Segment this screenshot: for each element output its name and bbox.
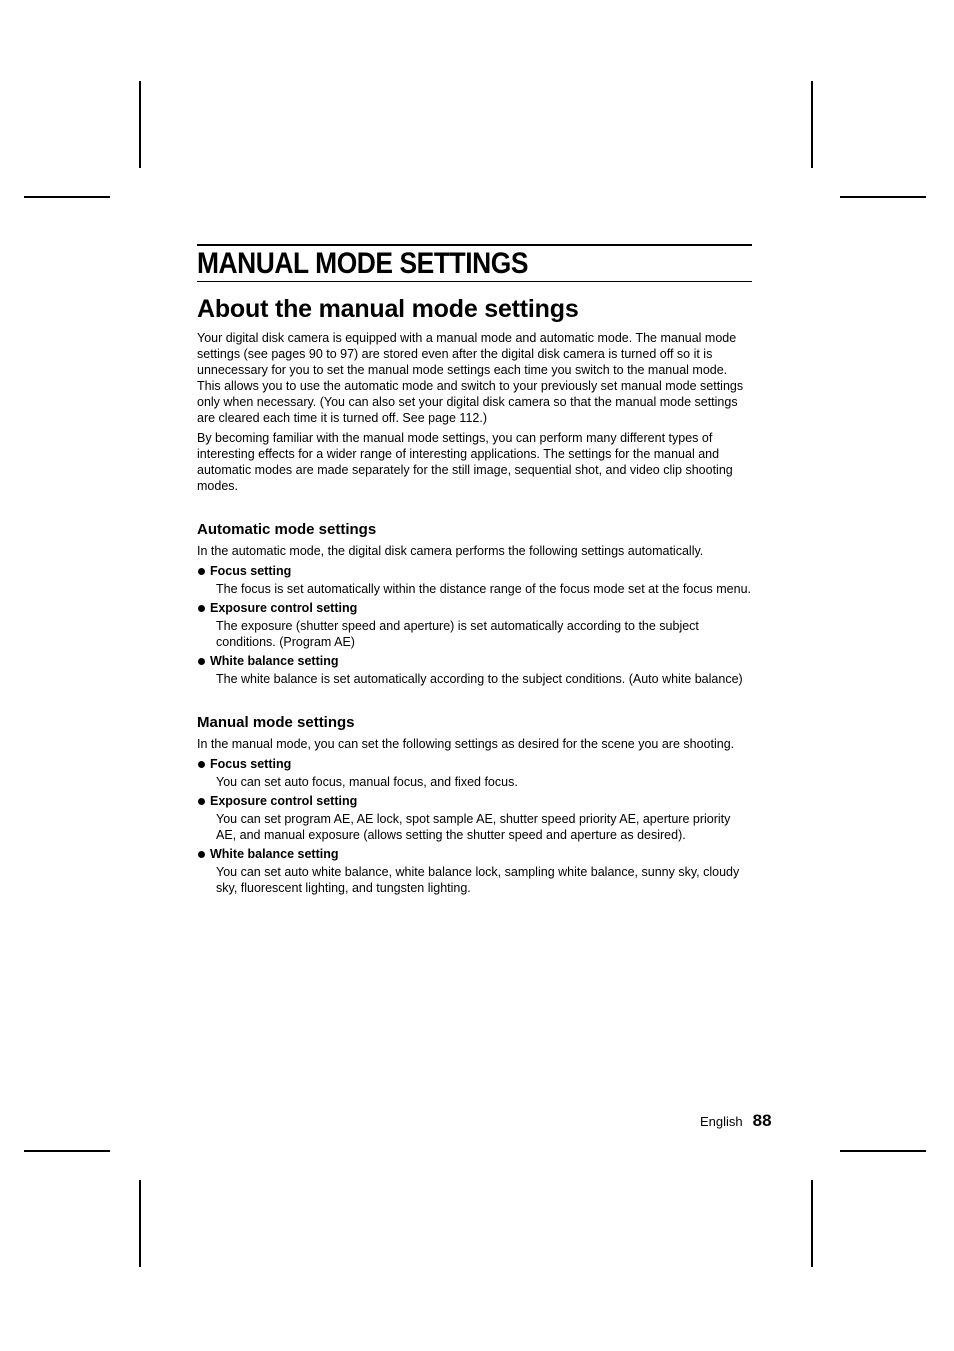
- list-item-body: The white balance is set automatically according to the subject conditions. (Auto white balance): [216, 672, 743, 686]
- crop-mark-bottom-right-vertical: [811, 1180, 813, 1267]
- bullet-icon: [198, 605, 205, 612]
- intro-paragraph-1: Your digital disk camera is equipped with a manual mode and automatic mode. The manual mode settings (see pages 90 to 97) are stored even after the digital disk camera is turned off so it is unnecessary for you to set the manual mode settings each time you switch to the manual mode. This allows you to use the automatic mode and switch to your previously set manual mode settings only when necessary. (You can also set your digital disk camera so that the manual mode settings are cleared each time it is turned off. See page 112.): [197, 331, 744, 425]
- crop-mark-bottom-left-vertical: [139, 1180, 141, 1267]
- page-content: [197, 244, 752, 899]
- crop-mark-top-right-horizontal: [840, 196, 926, 198]
- list-item-title: Focus setting: [197, 563, 752, 579]
- list-item-body: You can set program AE, AE lock, spot sample AE, shutter speed priority AE, aperture priority AE, and manual exposure (allows setting the shutter speed and aperture as desired).: [216, 812, 731, 842]
- list-item-title: Exposure control setting: [197, 793, 752, 809]
- list-item-body: The exposure (shutter speed and aperture) is set automatically according to the subject conditions. (Program AE): [216, 619, 699, 649]
- list-item-body: You can set auto white balance, white balance lock, sampling white balance, sunny sky, cloudy sky, fluorescent lighting, and tungsten lighting.: [216, 865, 740, 895]
- page-number: 88: [752, 1111, 772, 1130]
- crop-mark-bottom-left-horizontal: [24, 1150, 110, 1152]
- manual-mode-intro: In the manual mode, you can set the following settings as desired for the scene you are shooting.: [197, 737, 735, 751]
- bullet-icon: [198, 568, 205, 575]
- list-item-title: White balance setting: [197, 846, 752, 862]
- crop-mark-bottom-right-horizontal: [840, 1150, 926, 1152]
- intro-paragraph-2: By becoming familiar with the manual mode settings, you can perform many different types of interesting effects for a wider range of interesting applications. The settings for the manual and automatic modes are made separately for the still image, sequential shot, and video clip shooting modes.: [197, 431, 733, 493]
- manual-mode-heading: Manual mode settings: [197, 714, 355, 731]
- footer-language: English: [700, 1114, 743, 1129]
- crop-mark-top-left-vertical: [139, 81, 141, 168]
- automatic-mode-intro: In the automatic mode, the digital disk camera performs the following settings automatically.: [197, 544, 704, 558]
- page-footer: [700, 1111, 772, 1131]
- bullet-icon: [198, 851, 205, 858]
- list-item-title: Exposure control setting: [197, 600, 752, 616]
- list-item-body: The focus is set automatically within the distance range of the focus mode set at the focus menu.: [216, 582, 752, 596]
- automatic-mode-heading: Automatic mode settings: [197, 521, 377, 538]
- bullet-icon: [198, 761, 205, 768]
- crop-mark-top-left-horizontal: [24, 196, 110, 198]
- section-title: About the manual mode settings: [197, 295, 579, 323]
- bullet-icon: [198, 798, 205, 805]
- list-item-title: Focus setting: [197, 756, 752, 772]
- list-item-title: White balance setting: [197, 653, 752, 669]
- bullet-icon: [198, 658, 205, 665]
- chapter-header: [197, 244, 752, 282]
- chapter-title: MANUAL MODE SETTINGS: [197, 247, 528, 280]
- list-item-body: You can set auto focus, manual focus, and fixed focus.: [216, 775, 518, 789]
- crop-mark-top-right-vertical: [811, 81, 813, 168]
